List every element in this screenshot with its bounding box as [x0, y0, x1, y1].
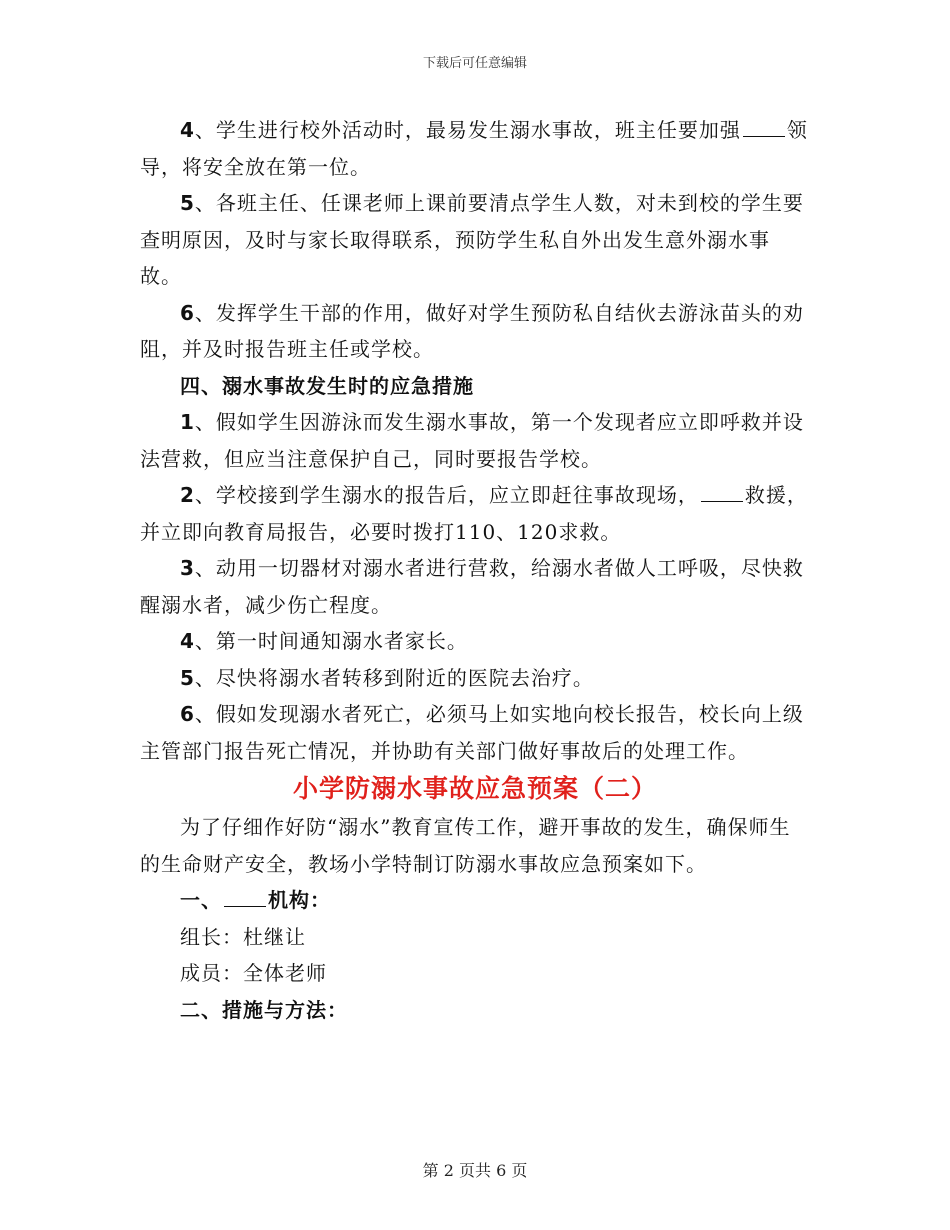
- fill-blank: [701, 483, 743, 502]
- paragraph-emergency-6: [140, 696, 810, 769]
- section-heading-4: 四、溺水事故发生时的应急措施: [180, 373, 474, 398]
- item-text-continued: 救援，并立即向教育局报告，必要时拨打110、120求救。: [140, 483, 808, 544]
- paragraph-emergency-1: [140, 404, 810, 477]
- item-text: 、假如学生因游泳而发生溺水事故，第一个发现者应立即呼救并设法营救，但应当注意保护自己，同时要报告学校。: [140, 410, 804, 471]
- section-heading-measures: 二、措施与方法：: [180, 997, 348, 1022]
- item-text: 、尽快将溺水者转移到附近的医院去治疗。: [194, 665, 594, 690]
- leader-line: 组长：杜继让: [180, 924, 306, 949]
- heading-suffix: 机构：: [268, 888, 331, 912]
- plan-intro: 为了仔细作好防“溺水”教育宣传工作，避开事故的发生，确保师生的生命财产安全，教场小学特制订防溺水事故应急预案如下。: [140, 815, 791, 876]
- item-text: 、各班主任、任课老师上课前要清点学生人数，对未到校的学生要查明原因，及时与家长取得联系，预防学生私自外出发生意外溺水事故。: [140, 191, 804, 288]
- header-note: 下载后可任意编辑: [422, 56, 527, 71]
- item-text: 、学生进行校外活动时，最易发生溺水事故，班主任要加强: [194, 118, 741, 142]
- item-number: 5: [180, 665, 195, 690]
- paragraph-emergency-5: [140, 660, 810, 697]
- fill-blank: [224, 888, 266, 907]
- item-text: 、学校接到学生溺水的报告后，应立即赶往事故现场，: [194, 483, 699, 507]
- paragraph-emergency-4: [140, 623, 810, 660]
- paragraph-emergency-3: [140, 550, 810, 623]
- item-text-continued: 领导，将安全放在第一位。: [140, 118, 808, 179]
- item-number: 6: [180, 702, 195, 726]
- item-text: 、第一时间通知溺水者家长。: [194, 629, 468, 653]
- paragraph-item-6: [140, 295, 810, 368]
- item-text: 、动用一切器材对溺水者进行营救，给溺水者做人工呼吸，尽快救醒溺水者，减少伤亡程度。: [140, 556, 804, 617]
- item-number: 2: [180, 483, 195, 507]
- paragraph-item-5: [140, 185, 810, 295]
- heading-prefix: 一、: [180, 888, 222, 912]
- paragraph-item-4: [140, 112, 810, 185]
- item-number: 6: [180, 300, 195, 325]
- item-number: 3: [180, 556, 195, 580]
- page-footer: 第 2 页共 6 页: [422, 1161, 528, 1180]
- paragraph-emergency-2: [140, 477, 810, 550]
- members-line: 成员：全体老师: [180, 961, 327, 985]
- item-number: 4: [180, 629, 195, 653]
- item-text: 、假如发现溺水者死亡，必须马上如实地向校长报告，校长向上级主管部门报告死亡情况，并协助有关部门做好事故后的处理工作。: [140, 702, 804, 763]
- item-number: 5: [180, 191, 195, 215]
- document-body: [140, 112, 810, 1028]
- item-number: 4: [180, 118, 195, 142]
- fill-blank: [743, 118, 785, 137]
- item-text: 、发挥学生干部的作用，做好对学生预防私自结伙去游泳苗头的劝阻，并及时报告班主任或学校。: [140, 300, 804, 361]
- item-number: 1: [180, 410, 195, 434]
- plan-title: 小学防溺水事故应急预案（二）: [292, 774, 657, 803]
- section-heading-organization: [140, 882, 810, 919]
